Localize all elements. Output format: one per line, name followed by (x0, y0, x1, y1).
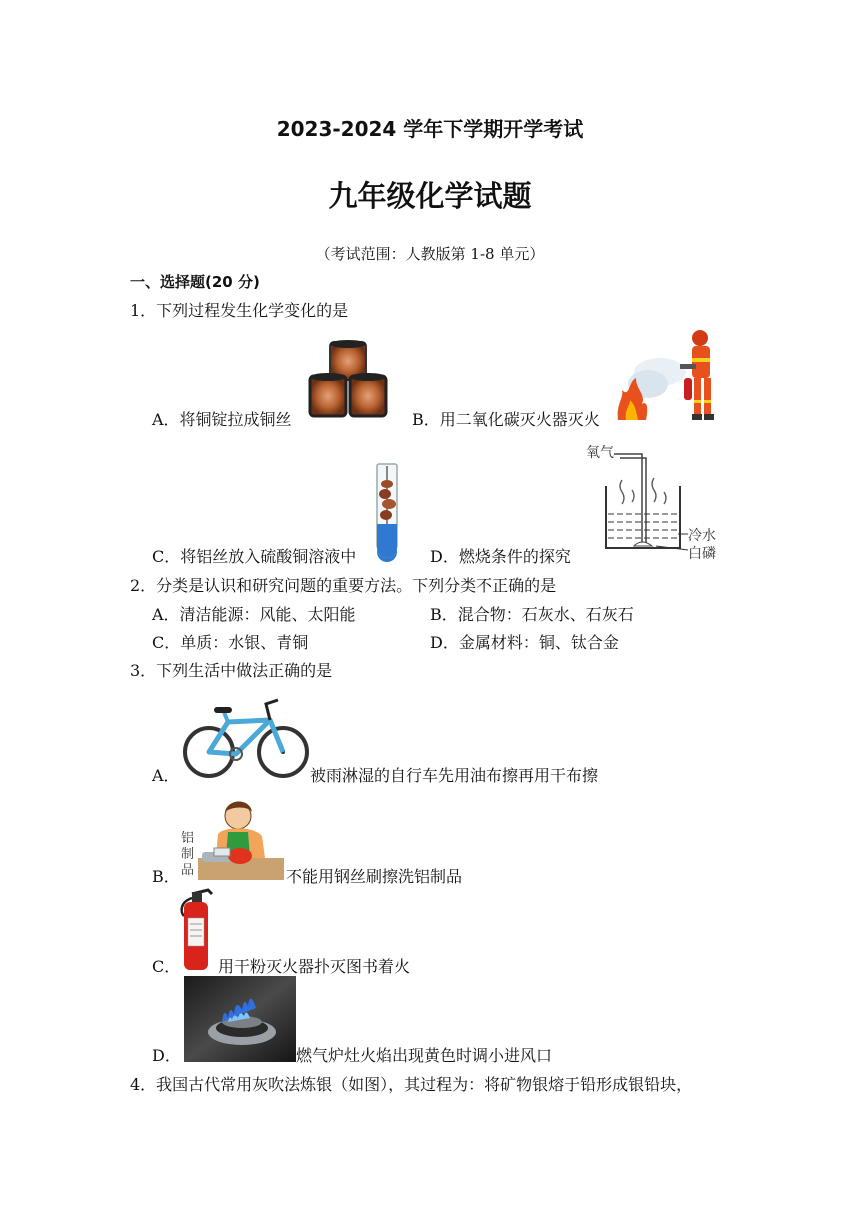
exam-scope: （考试范围：人教版第 1-8 单元） (315, 245, 545, 263)
bicycle-icon (182, 694, 310, 782)
test-tube-copper-sulfate-icon (372, 462, 402, 562)
aluminum-product-label: 铝 (181, 831, 195, 846)
white-phosphorus-label: 白磷 (688, 546, 716, 562)
q3-option-d-letter: D． (152, 1046, 181, 1065)
gas-stove-flame-icon (184, 976, 296, 1062)
exam-subtitle: 九年级化学试题 (328, 179, 532, 213)
q3-option-a-letter: A． (152, 766, 180, 785)
q3-option-b-letter: B． (152, 867, 180, 886)
question-2-stem: 2．分类是认识和研究问题的重要方法。下列分类不正确的是 (130, 576, 557, 595)
q1-option-a: A．将铜锭拉成铜丝 (152, 410, 292, 429)
question-1-stem: 1．下列过程发生化学变化的是 (130, 301, 349, 320)
oxygen-label: 氧气 (586, 445, 614, 461)
q3-option-b-text: 不能用钢丝刷擦洗铝制品 (286, 867, 463, 886)
q3-option-a-text: 被雨淋湿的自行车先用油布擦再用干布擦 (310, 766, 599, 785)
exam-title: 2023-2024 学年下学期开学考试 (276, 117, 584, 141)
fire-extinguisher-icon (178, 886, 218, 972)
question-4-stem: 4．我国古代常用灰吹法炼银（如图），其过程为：将矿物银熔于铅形成银铅块， (130, 1075, 693, 1094)
section-heading: 一、选择题(20 分) (130, 273, 260, 291)
question-3-stem: 3．下列生活中做法正确的是 (130, 661, 333, 680)
q3-option-d-text: 燃气炉灶火焰出现黄色时调小进风口 (296, 1046, 553, 1065)
copper-wire-spools-icon (306, 340, 390, 422)
firefighter-extinguisher-icon (612, 328, 732, 426)
q3-option-c-letter: C． (152, 957, 181, 976)
svg-text:品: 品 (181, 863, 195, 878)
boy-washing-aluminum-icon (178, 796, 284, 884)
q1-option-d: D．燃烧条件的探究 (430, 547, 571, 566)
q2-option-b: B．混合物：石灰水、石灰石 (430, 605, 634, 624)
cold-water-label: 冷水 (688, 528, 716, 544)
phosphorus-combustion-apparatus-icon (584, 442, 724, 564)
svg-text:制: 制 (181, 847, 195, 862)
q1-option-b: B．用二氧化碳灭火器灭火 (412, 410, 600, 429)
q1-option-c: C．将铝丝放入硫酸铜溶液中 (152, 547, 357, 566)
q2-option-a: A．清洁能源：风能、太阳能 (152, 605, 356, 624)
q2-option-d: D．金属材料：铜、钛合金 (430, 633, 619, 652)
q2-option-c: C．单质：水银、青铜 (152, 633, 309, 652)
q3-option-c-text: 用干粉灭火器扑灭图书着火 (218, 957, 411, 976)
